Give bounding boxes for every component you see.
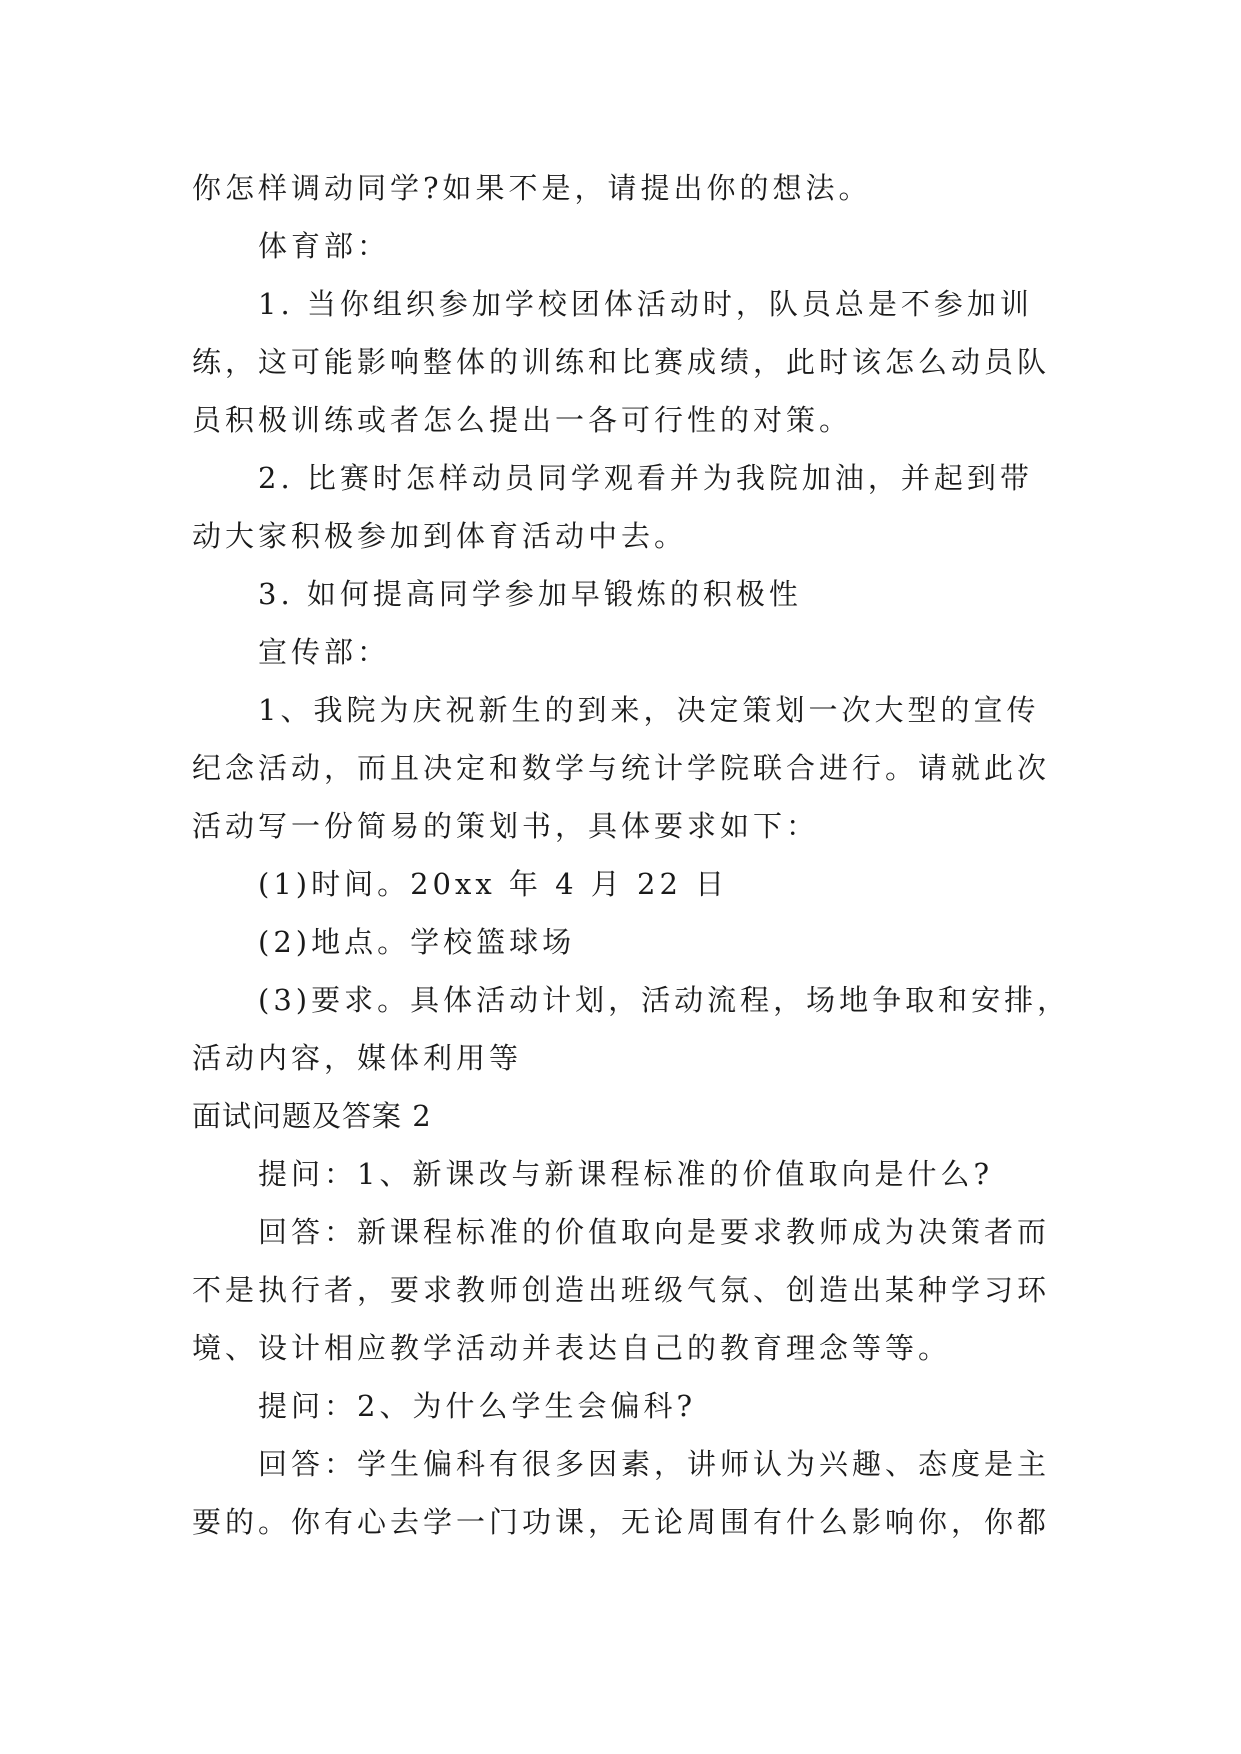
text-line: 提问：1、新课改与新课程标准的价值取向是什么? [258,1157,993,1191]
text-line: 境、设计相应教学活动并表达自己的教育理念等等。 [192,1331,952,1365]
text-line: 练，这可能影响整体的训练和比赛成绩，此时该怎么动员队 [192,345,1051,379]
text-line: 不是执行者，要求教师创造出班级气氛、创造出某种学习环 [192,1273,1051,1307]
text-line: 1、我院为庆祝新生的到来，决定策划一次大型的宣传 [258,693,1040,727]
text-line: (3)要求。具体活动计划，活动流程，场地争取和安排， [258,983,1071,1017]
text-line: 3. 如何提高同学参加早锻炼的积极性 [258,577,802,611]
text-line: 要的。你有心去学一门功课，无论周围有什么影响你，你都 [192,1505,1051,1539]
text-line: (1)时间。20xx 年 4 月 22 日 [258,867,729,901]
text-line: 动大家积极参加到体育活动中去。 [192,519,688,553]
text-line: 纪念活动，而且决定和数学与统计学院联合进行。请就此次 [192,751,1051,785]
text-line: 1. 当你组织参加学校团体活动时，队员总是不参加训 [258,287,1033,321]
text-line: 回答：新课程标准的价值取向是要求教师成为决策者而 [258,1215,1051,1249]
article-heading: 面试问题及答案 2 [192,1099,432,1133]
section-heading-publicity: 宣传部： [258,635,391,669]
text-line: 员积极训练或者怎么提出一各可行性的对策。 [192,403,853,437]
text-line: (2)地点。学校篮球场 [258,925,576,959]
text-line: 你怎样调动同学?如果不是，请提出你的想法。 [192,171,872,205]
text-line: 活动内容，媒体利用等 [192,1041,523,1075]
text-line: 2. 比赛时怎样动员同学观看并为我院加油，并起到带 [258,461,1033,495]
section-heading-sports: 体育部： [258,229,391,263]
text-line: 提问：2、为什么学生会偏科? [258,1389,696,1423]
text-line: 回答：学生偏科有很多因素，讲师认为兴趣、态度是主 [258,1447,1051,1481]
text-line: 活动写一份简易的策划书，具体要求如下： [192,809,820,843]
